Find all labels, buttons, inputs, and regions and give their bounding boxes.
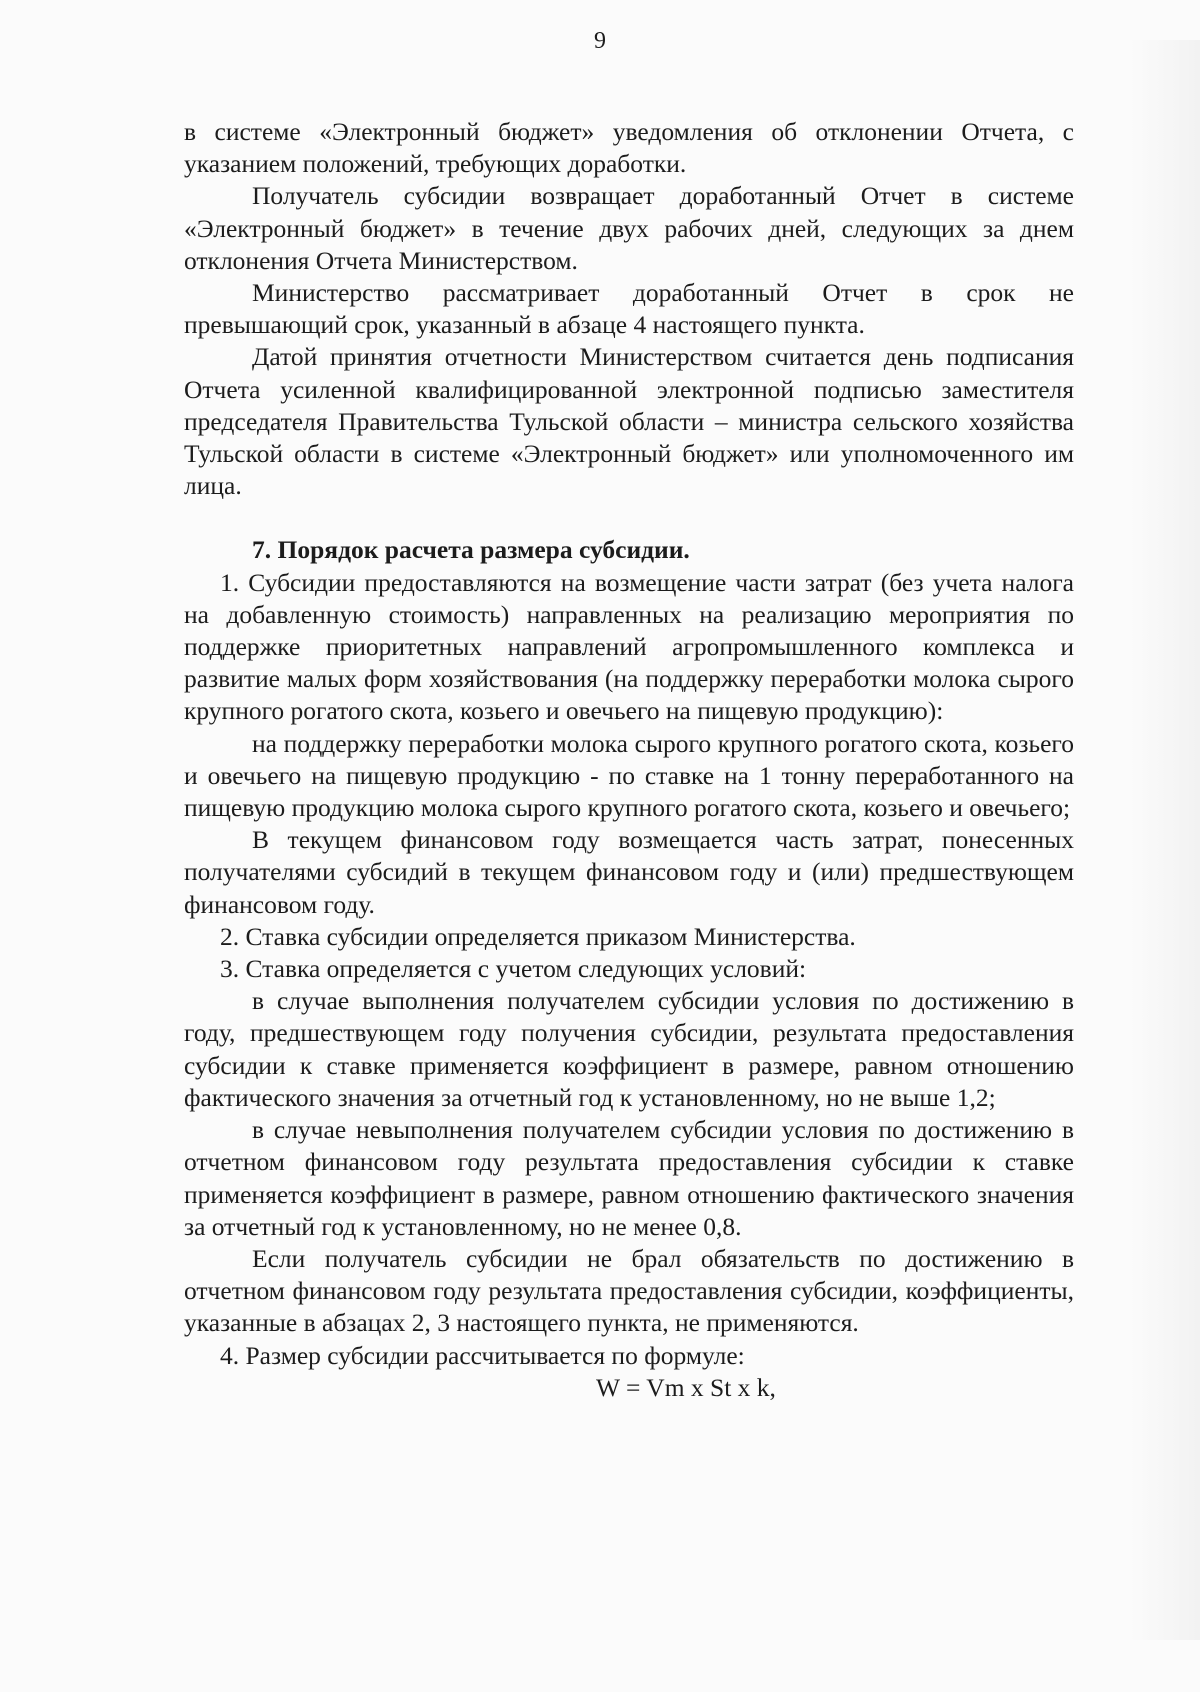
paragraph-current-year: В текущем финансовом году возмещается часть затрат, понесенных получателями субсидий в текущем финансовом году и (или) предшествующем финансовом году. <box>184 825 1074 919</box>
paragraph-coefficient-max: в случае выполнения получателем субсидии условия по достижению в году, предшествующем году получения субсидии, результата предоставления субсидии к ставке применяется коэффициент в размере, равном отношению фактического значения за отчетный год к установленному, но не выше 1,2; <box>184 986 1074 1112</box>
document-body <box>184 116 1074 1404</box>
paragraph-rejection-notice: в системе «Электронный бюджет» уведомления об отклонении Отчета, с указанием положений, требующих доработки. <box>184 117 1074 179</box>
paragraph-review-term: Министерство рассматривает доработанный Отчет в срок не превышающий срок, указанный в абзаце 4 настоящего пункта. <box>184 278 1074 340</box>
clause-1: 1. Субсидии предоставляются на возмещение части затрат (без учета налога на добавленную стоимость) направленных на реализацию мероприятия по поддержке приоритетных направлений агропромышленного комплекса и развитие малых форм хозяйствования (на поддержку переработки молока сырого крупного рогатого скота, козьего и овечьего на пищевую продукцию): <box>184 567 1074 726</box>
scan-shadow <box>1130 40 1200 1640</box>
paragraph-report-return: Получатель субсидии возвращает доработанный Отчет в системе «Электронный бюджет» в течение двух рабочих дней, следующих за днем отклонения Отчета Министерством. <box>184 181 1074 275</box>
section-heading: 7. Порядок расчета размера субсидии. <box>252 535 690 565</box>
paragraph-no-obligation: Если получатель субсидии не брал обязательств по достижению в отчетном финансовом году результата предоставления субсидии, коэффициенты, указанные в абзацах 2, 3 настоящего пункта, не применяются. <box>184 1243 1074 1338</box>
paragraph-coefficient-min: в случае невыполнения получателем субсидии условия по достижению в отчетном финансовом году результата предоставления субсидии к ставке применяется коэффициент в размере, равном отношению фактического значения за отчетный год к установленному, но не менее 0,8. <box>184 1115 1074 1241</box>
clause-2: 2. Ставка субсидии определяется приказом Министерства. <box>220 921 856 951</box>
clause-4: 4. Размер субсидии рассчитывается по формуле: <box>220 1340 745 1370</box>
paragraph-acceptance-date: Датой принятия отчетности Министерством считается день подписания Отчета усиленной квалифицированной электронной подписью заместителя председателя Правительства Тульской области – министра сельского хозяйства Тульской области в системе «Электронный бюджет» или уполномоченного им лица. <box>184 342 1074 501</box>
paragraph-milk-processing: на поддержку переработки молока сырого крупного рогатого скота, козьего и овечьего на пищевую продукцию - по ставке на 1 тонну переработанного на пищевую продукцию молока сырого крупного рогатого скота, козьего и овечьего; <box>184 728 1074 823</box>
subsidy-formula: W = Vm x St x k, <box>596 1372 776 1402</box>
clause-3: 3. Ставка определяется с учетом следующих условий: <box>220 954 807 984</box>
page-number: 9 <box>594 28 606 54</box>
